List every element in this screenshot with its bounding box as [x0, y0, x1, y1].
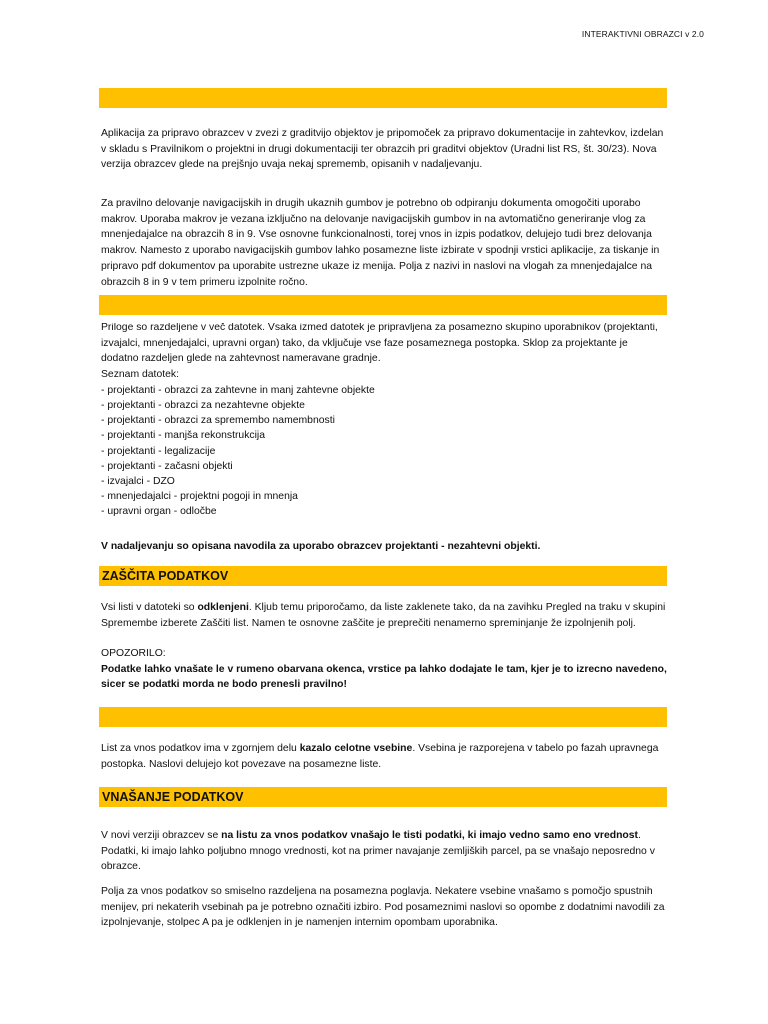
section-bar-kazalo	[99, 707, 667, 727]
document-header: INTERAKTIVNI OBRAZCI v 2.0	[581, 29, 704, 39]
warning-text: Podatke lahko vnašate le v rumeno obarvana okenca, vrstice pa lahko dodajate le tam, kjer je to izrecno navedeno, sicer se podatki morda ne bodo prenesli pravilno!	[101, 663, 667, 691]
file-list-item: - projektanti - začasni objekti	[101, 460, 233, 472]
zascita-paragraph	[101, 600, 667, 631]
file-list-item: - upravni organ - odločbe	[101, 506, 217, 518]
kazalo-text-c: . Vsebina je razporejena v tabelo po fazah upravnega postopka. Naslovi delujejo kot povezave na posamezne liste.	[101, 743, 659, 770]
file-list-item: - projektanti - legalizacije	[101, 445, 216, 457]
kazalo-text-a: List za vnos podatkov ima v zgornjem delu	[101, 743, 300, 754]
warning-block	[101, 646, 667, 693]
file-list-item: - mnenjedajalci - projektni pogoji in mnenja	[101, 491, 298, 503]
vnasanje-paragraph-1	[101, 828, 667, 875]
zascita-text-bold: odklenjeni	[197, 602, 249, 613]
vnasanje-text-a: V novi verziji obrazcev se	[101, 830, 222, 841]
section-bar-intro	[99, 88, 667, 108]
priloge-note: V nadaljevanju so opisana navodila za uporabo obrazcev projektanti - nezahtevni objekti.	[101, 541, 541, 552]
section-bar-priloge	[99, 295, 667, 315]
zascita-text-c: . Kljub temu priporočamo, da liste zaklenete tako, da na zavihku Pregled na traku v skupini Spremembe izberete Zaščiti list. Namen te osnovne zaščite je preprečiti nenamerno spreminjanje že izpolnjenih polj.	[101, 602, 666, 629]
file-list-item: - projektanti - obrazci za nezahtevne objekte	[101, 400, 305, 412]
section-title-zascita: ZAŠČITA PODATKOV	[102, 569, 229, 583]
file-list-item: - izvajalci - DZO	[101, 476, 175, 488]
section-bar-vnasanje	[99, 787, 667, 807]
priloge-note-wrap	[101, 540, 667, 552]
priloge-paragraph: Priloge so razdeljene v več datotek. Vsaka izmed datotek je pripravljena za posamezno skupino uporabnikov (projektanti, izvajalci, mnenjedajalci, upravni organ) tako, da vključuje vse faze posameznega postopka. Sklop za projektante je dodatno razdeljen glede na zahtevnost nameravane gradnje.	[101, 323, 658, 365]
intro-paragraph-1: Aplikacija za pripravo obrazcev v zvezi z graditvijo objektov je pripomoček za pripravo dokumentacije in zahtevkov, izdelan v skladu s Pravilnikom o projektni in drugi dokumentaciji ter obrazcih pri graditvi objektov (Uradni list RS, št. 30/23). Nova verzija obrazcev glede na prejšnjo uvaja nekaj sprememb, opisanih v nadaljevanju.	[101, 128, 664, 171]
section-title-vnasanje: VNAŠANJE PODATKOV	[102, 790, 244, 804]
file-list-item: - projektanti - obrazci za spremembo namembnosti	[101, 415, 335, 427]
kazalo-text-bold: kazalo celotne vsebine	[299, 743, 413, 754]
file-list	[101, 383, 667, 520]
vnasanje-paragraph-2: Polja za vnos podatkov so smiselno razdeljena na posamezna poglavja. Nekatere vsebine vnašamo s pomočjo spustnih menijev, pri nekaterih vsebinah pa je potrebno označiti izbiro. Pod posameznimi naslovi so opombe z dodatnimi navodili za izpolnjevanje, stolpec A pa je odklenjen in je namenjen internim opombam uporabnika.	[101, 886, 665, 929]
warning-title: OPOZORILO:	[101, 648, 166, 659]
file-list-item: - projektanti - manjša rekonstrukcija	[101, 430, 266, 442]
vnasanje-text-c: . Podatki, ki imajo lahko poljubno mnogo vrednosti, kot na primer navajanje zemljiških parcel, pa se vnašajo neposredno v obrazce.	[101, 830, 655, 873]
file-list-title: Seznam datotek:	[101, 369, 179, 381]
section-bar-zascita	[99, 566, 667, 586]
vnasanje-text-bold: na listu za vnos podatkov vnašajo le tisti podatki, ki imajo vedno samo eno vrednost	[221, 830, 639, 841]
intro-paragraph-2: Za pravilno delovanje navigacijskih in drugih ukaznih gumbov je potrebno ob odpiranju dokumenta omogočiti uporabo makrov. Uporaba makrov je vezana izključno na delovanje navigacijskih gumbov in na avtomatično generiranje vlog za mnenjedajalce na obrazcih 8 in 9. Vse osnovne funkcionalnosti, torej vnos in izpis podatkov, delujejo tudi brez delovanja makrov. Namesto z uporabo navigacijskih gumbov lahko posamezne liste izbirate v spodnji vrstici aplikacije, za tiskanje in pripravo pdf dokumentov pa uporabite ustrezne ukaze iz menija. Polja z nazivi in naslovi na vlogah za mnenjedajalce na obrazcih 8 in 9 v tem primeru izpolnite ročno.	[101, 198, 660, 288]
file-list-item: - projektanti - obrazci za zahtevne in manj zahtevne objekte	[101, 384, 375, 396]
priloge-content	[101, 323, 667, 527]
kazalo-paragraph	[101, 741, 667, 772]
zascita-text-a: Vsi listi v datoteki so	[101, 602, 198, 613]
